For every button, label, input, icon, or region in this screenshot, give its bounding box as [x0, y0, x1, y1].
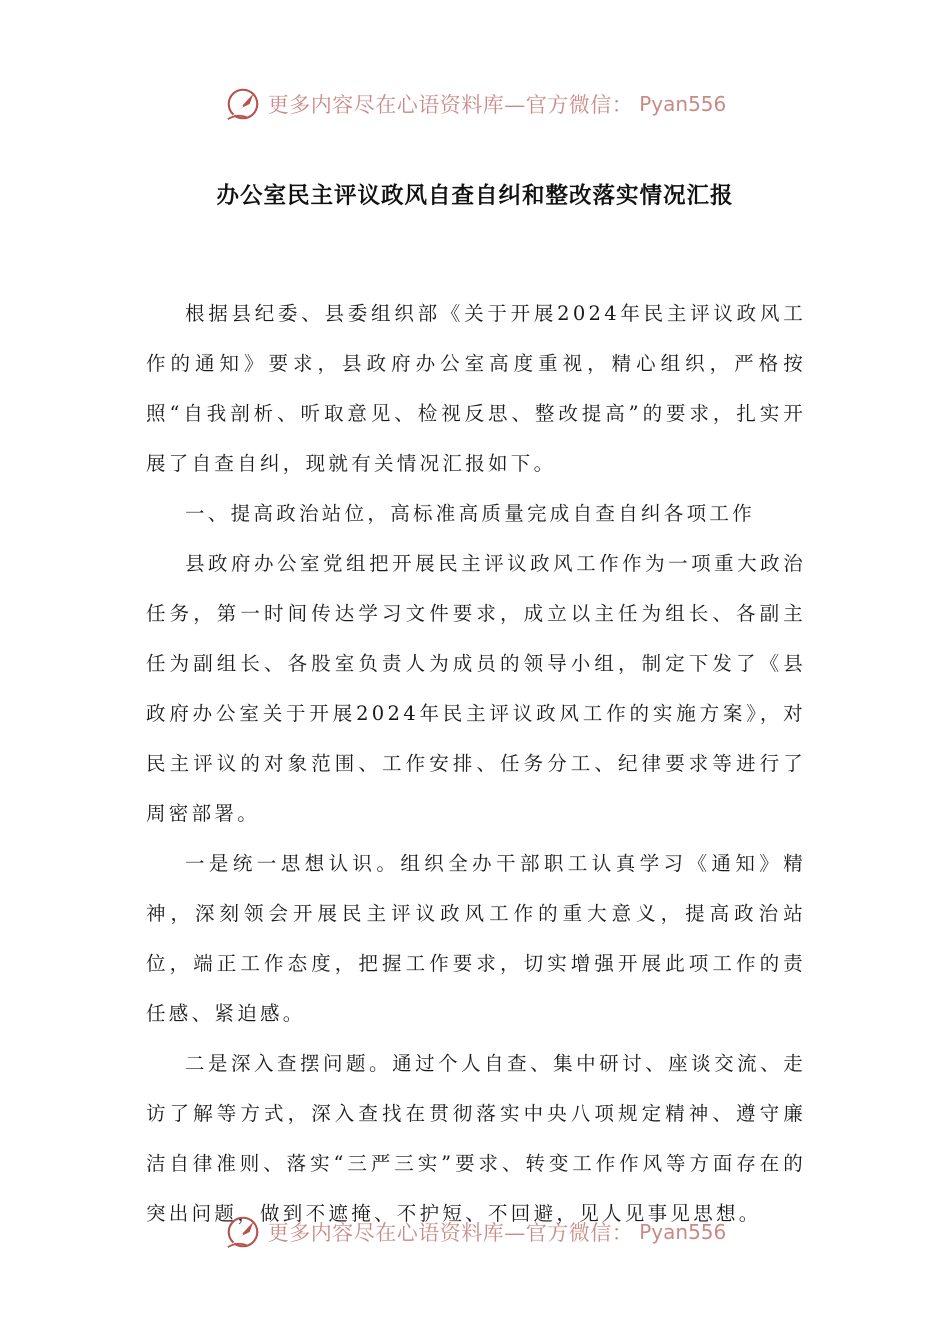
watermark-text: 更多内容尽在心语资料库—官方微信： [267, 93, 634, 117]
watermark-text: 更多内容尽在心语资料库—官方微信： [267, 1221, 634, 1245]
quill-pen-logo-icon [224, 85, 262, 123]
quill-pen-logo-icon [224, 1213, 262, 1251]
section-heading-1: 一、提高政治站位，高标准高质量完成自查自纠各项工作 [185, 502, 756, 525]
watermark-brand: Pyan556 [639, 92, 727, 116]
watermark-brand: Pyan556 [639, 1220, 727, 1244]
document-title: 办公室民主评议政风自查自纠和整改落实情况汇报 [216, 183, 734, 209]
body-paragraph-intro: 根据县纪委、县委组织部《关于开展2024年民主评议政风工作的通知》要求，县政府办公室高度重视，精心组织，严格按照“自我剖析、听取意见、检视反思、整改提高”的要求，扎实开展了自查自纠，现就有关情况汇报如下。 [146, 302, 806, 475]
footer-watermark [0, 1210, 950, 1254]
document-body [146, 289, 806, 1239]
header-watermark [0, 82, 950, 126]
body-paragraph: 县政府办公室党组把开展民主评议政风工作作为一项重大政治任务，第一时间传达学习文件要求，成立以主任为组长、各副主任为副组长、各股室负责人为成员的领导小组，制定下发了《县政府办公室关于开展2024年民主评议政风工作的实施方案》，对民主评议的对象范围、工作安排、任务分工、纪律要求等进行了周密部署。 [146, 552, 806, 825]
body-paragraph: 二是深入查摆问题。通过个人自查、集中研讨、座谈交流、走访了解等方式，深入查找在贯彻落实中央八项规定精神、遵守廉洁自律准则、落实“三严三实”要求、转变工作作风等方面存在的突出问题，做到不遮掩、不护短、不回避，见人见事见思想。 [146, 1052, 806, 1225]
body-paragraph: 一是统一思想认识。组织全办干部职工认真学习《通知》精神，深刻领会开展民主评议政风工作的重大意义，提高政治站位，端正工作态度，把握工作要求，切实增强开展此项工作的责任感、紧迫感。 [146, 852, 806, 1025]
